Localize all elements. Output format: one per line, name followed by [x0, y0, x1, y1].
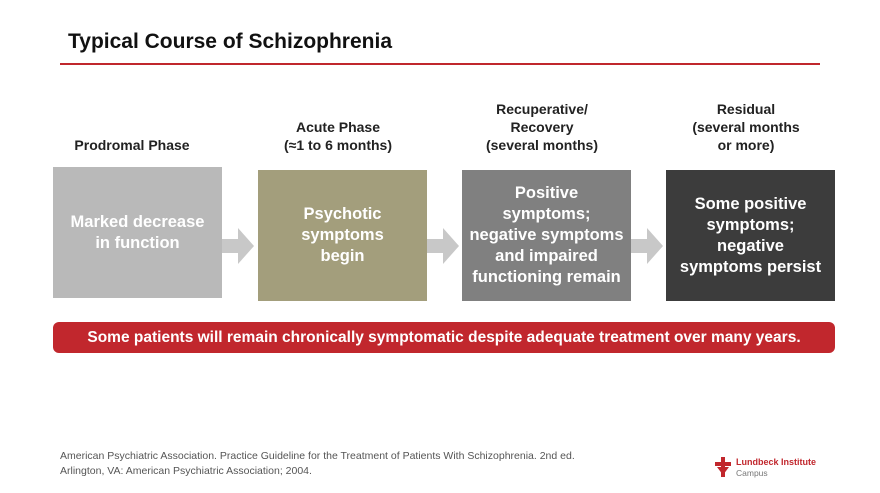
phase-label-line: Residual — [716, 101, 776, 117]
phase-box-line: Positive — [514, 184, 579, 202]
phase-box-line: and impaired — [495, 247, 598, 265]
phase-box-line: Some positive — [694, 194, 807, 213]
phase-box-line: symptoms persist — [679, 257, 822, 276]
phase-box-line: symptoms — [301, 226, 384, 244]
phase-box-recovery — [462, 170, 631, 301]
phase-box-line: begin — [320, 247, 365, 265]
phase-label-prodromal — [52, 120, 212, 154]
lundbeck-logo — [714, 455, 834, 481]
page-title: Typical Course of Schizophrenia — [68, 30, 393, 53]
arrow-right-icon — [427, 228, 459, 264]
phase-box-line: symptoms; — [706, 215, 795, 234]
phase-box-residual — [666, 170, 835, 301]
phase-box-line: Psychotic — [303, 205, 382, 223]
citation-line: American Psychiatric Association. Practice Guideline for the Treatment of Patients With Schizophrenia. 2nd ed. — [60, 450, 575, 462]
phase-label-line: or more) — [717, 137, 775, 153]
chronic-symptoms-banner: Some patients will remain chronically symptomatic despite adequate treatment over many years. — [53, 322, 835, 353]
phase-box-line: negative symptoms — [469, 226, 624, 244]
logo-name: Lundbeck Institute — [736, 457, 817, 467]
phase-box-line: Marked decrease — [70, 212, 205, 231]
arrow-right-icon — [631, 228, 663, 264]
phase-box-line: negative — [717, 236, 784, 255]
phase-label-residual — [666, 100, 826, 154]
phase-box-acute — [258, 170, 427, 301]
title-divider — [60, 63, 820, 65]
lundbeck-cross-icon — [714, 457, 732, 477]
phase-label-acute — [258, 120, 418, 154]
phase-label-recovery — [462, 100, 622, 154]
phase-box-line: symptoms; — [502, 205, 591, 223]
phase-box-line: functioning remain — [472, 268, 621, 286]
arrow-right-icon — [222, 228, 254, 264]
phase-box-line: in function — [95, 233, 180, 252]
phase-label-line: Acute Phase — [295, 119, 381, 135]
phase-label-line: Prodromal Phase — [74, 137, 190, 153]
phase-label-line: Recovery — [510, 119, 574, 135]
citation-line: Arlington, VA: American Psychiatric Association; 2004. — [60, 465, 312, 477]
phase-label-line: (≈1 to 6 months) — [283, 137, 392, 153]
logo-sub: Campus — [736, 468, 768, 478]
phase-box-prodromal — [53, 167, 222, 298]
phase-label-line: (several months — [692, 119, 800, 135]
phase-label-line: (several months) — [485, 137, 599, 153]
phase-label-line: Recuperative/ — [496, 101, 588, 117]
citation — [60, 449, 660, 479]
